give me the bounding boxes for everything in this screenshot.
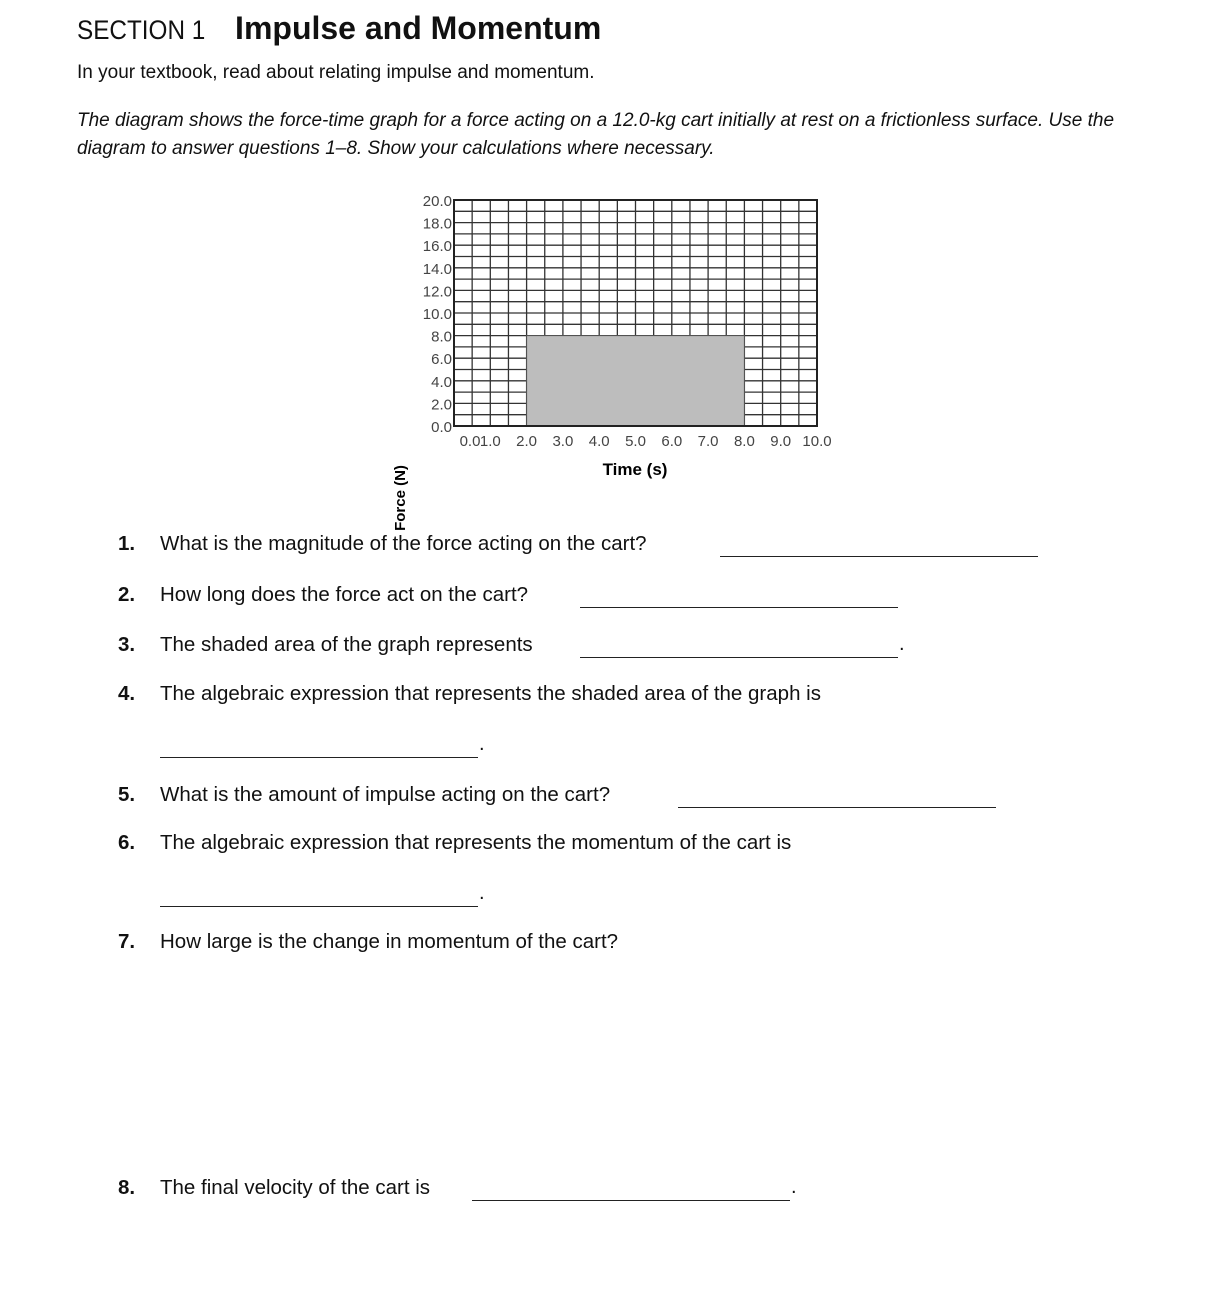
question-number: 1. [118, 532, 136, 555]
question-text: The shaded area of the graph represents [160, 633, 533, 656]
y-tick-label: 8.0 [431, 328, 452, 346]
y-tick-labels [423, 193, 452, 436]
y-tick-label: 4.0 [431, 373, 452, 391]
y-tick-label: 10.0 [422, 306, 452, 323]
section-number: SECTION 1 [77, 15, 206, 45]
x-tick-label: 10.0 [802, 433, 832, 450]
section-title: Impulse and Momentum [235, 10, 602, 46]
question-text: The final velocity of the cart is [160, 1176, 431, 1199]
intro-text: In your textbook, read about relating impulse and momentum. [77, 62, 595, 83]
period: . [479, 882, 485, 904]
y-tick-label: 12.0 [422, 283, 452, 301]
question-6 [118, 831, 791, 855]
question-number: 8. [118, 1176, 136, 1199]
period: . [791, 1176, 797, 1198]
y-tick-label: 14.0 [422, 260, 452, 278]
period: . [479, 733, 485, 755]
answer-blank-1[interactable] [720, 534, 1038, 557]
question-text: The algebraic expression that represents the momentum of the cart is [160, 831, 792, 854]
y-tick-label: 2.0 [431, 396, 452, 414]
shaded-impulse-area [527, 336, 745, 426]
question-1 [118, 532, 647, 556]
x-tick-label: 6.0 [661, 433, 683, 450]
question-text: What is the amount of impulse acting on the cart? [160, 783, 611, 806]
y-tick-label: 18.0 [422, 215, 452, 233]
x-tick-label: 2.0 [516, 433, 538, 450]
question-number: 6. [118, 831, 136, 854]
question-number: 4. [118, 682, 136, 705]
question-2 [118, 583, 528, 607]
question-3 [118, 633, 533, 657]
diagram-description: The diagram shows the force-time graph for a force acting on a 12.0-kg cart initially at rest on a frictionless surface. Use the diagram to answer questions 1–8. Show your calculations where necessary. [77, 110, 1115, 159]
x-tick-label: 0.0 [459, 433, 481, 450]
answer-blank-2[interactable] [580, 585, 898, 608]
x-tick-label: 8.0 [733, 433, 755, 450]
question-number: 5. [118, 783, 136, 806]
question-4 [118, 682, 821, 706]
x-tick-label: 5.0 [625, 433, 646, 450]
question-number: 3. [118, 633, 136, 656]
x-tick-labels [460, 433, 832, 450]
x-tick-label: 7.0 [697, 433, 719, 450]
answer-blank-4[interactable] [160, 735, 478, 758]
question-number: 7. [118, 930, 136, 953]
x-tick-label: 3.0 [552, 433, 574, 450]
question-text: How long does the force act on the cart? [160, 583, 529, 606]
force-time-graph [380, 185, 840, 531]
answer-blank-5[interactable] [678, 785, 996, 808]
x-tick-label: 1.0 [479, 433, 501, 450]
y-axis-label: Force (N) [392, 465, 409, 531]
x-tick-label: 4.0 [588, 433, 610, 450]
question-8 [118, 1176, 430, 1200]
question-7 [118, 930, 618, 954]
question-text: The algebraic expression that represents the shaded area of the graph is [160, 682, 821, 705]
y-tick-label: 16.0 [422, 238, 452, 256]
x-tick-label: 9.0 [770, 433, 792, 450]
question-number: 2. [118, 583, 136, 606]
section-heading [77, 10, 601, 47]
x-axis-label: Time (s) [602, 460, 668, 479]
question-text: How large is the change in momentum of the cart? [160, 930, 619, 953]
answer-blank-8[interactable] [472, 1178, 790, 1201]
answer-blank-3[interactable] [580, 635, 898, 658]
period: . [899, 633, 905, 655]
y-tick-label: 6.0 [431, 351, 452, 369]
question-text: What is the magnitude of the force acting on the cart? [160, 532, 647, 555]
question-5 [118, 783, 610, 807]
y-tick-label: 20.0 [422, 193, 452, 210]
answer-blank-6[interactable] [160, 884, 478, 907]
y-tick-label: 0.0 [431, 419, 452, 436]
